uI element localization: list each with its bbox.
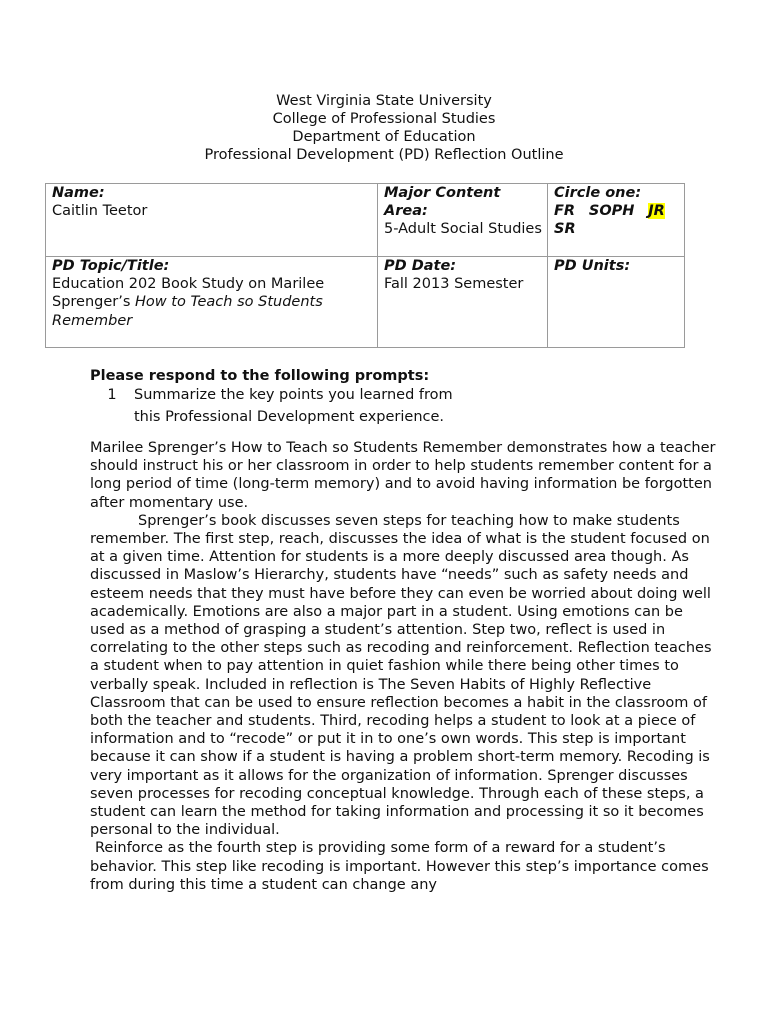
department-name: Department of Education — [292, 129, 476, 145]
circle-one-label: Circle one: — [554, 185, 642, 201]
prompt-item — [90, 385, 710, 428]
content-area-cell — [378, 184, 548, 257]
essay-body — [90, 439, 720, 894]
date-cell — [378, 257, 548, 348]
university-name: West Virginia State University — [276, 93, 492, 109]
essay-paragraph: Sprenger’s book discusses seven steps for teaching how to make students remember. The first step, reach, discusses the idea of what is the student focused on at a given time. Attention for students is a more deeply discussed area though. As discussed in Maslow’s Hierarchy, students have “needs” such as safety needs and esteem needs that they must have before they can even be worried about doing well academically. Emotions are also a major part in a student. Using emotions can be used as a method of grasping a student’s attention. Step two, reflect is used in correlating to the other steps such as recoding and reinforcement. Reflection teaches a student when to pay attention in quiet fashion while there being other times to verbally speak. Included in reflection is The Seven Habits of Highly Reflective Classroom that can be used to ensure reflection becomes a habit in the classroom of both the teacher and students. Third, recoding helps a student to look at a piece of information and to “recode” or put it in to one’s own words. This step is important because it can show if a student is having a problem short-term memory. Recoding is very important as it allows for the organization of information. Sprenger discusses seven processes for recoding conceptual knowledge. Through each of these steps, a student can learn the method for taking information and processing it so it becomes personal to the individual. — [90, 512, 712, 839]
topic-value-text: Education 202 Book Study on Marilee Sprenger’s — [52, 276, 325, 311]
class-year-option-sr: SR — [554, 221, 576, 238]
prompt-number: 1 — [107, 387, 117, 404]
content-area-label: Major Content Area: — [384, 185, 501, 220]
topic-cell — [46, 257, 378, 348]
topic-book-title: How to Teach so Students Remember — [52, 294, 323, 329]
prompts-heading: Please respond to the following prompts: — [90, 368, 430, 384]
essay-paragraph: Marilee Sprenger’s How to Teach so Students Remember demonstrates how a teacher should instruct his or her classroom in order to help students remember content for a long period of time (long-term memory) and to avoid having information be forgotten after momentary use. — [90, 440, 716, 511]
class-year-option-jr-highlighted: JR — [648, 203, 665, 220]
topic-value — [52, 275, 372, 330]
class-year-option-fr: FR — [554, 203, 576, 220]
document-header — [0, 92, 768, 164]
units-label: PD Units: — [554, 258, 631, 274]
college-name: College of Professional Studies — [272, 111, 496, 127]
prompt-text: Summarize the key points you learned from this Professional Development experience. — [134, 387, 453, 425]
pd-info-table — [45, 183, 685, 348]
class-year-cell — [548, 184, 685, 257]
outline-title: Professional Development (PD) Reflection Outline — [204, 147, 564, 163]
name-label: Name: — [52, 185, 105, 201]
date-label: PD Date: — [384, 258, 457, 274]
topic-label: PD Topic/Title: — [52, 258, 170, 274]
name-value: Caitlin Teetor — [52, 203, 148, 220]
content-area-value: 5-Adult Social Studies — [384, 221, 542, 238]
info-row — [46, 184, 685, 257]
date-value: Fall 2013 Semester — [384, 276, 524, 293]
name-cell — [46, 184, 378, 257]
units-cell — [548, 257, 685, 348]
prompts-section — [90, 367, 710, 428]
class-year-options — [554, 202, 679, 238]
info-row — [46, 257, 685, 348]
class-year-option-soph: SOPH — [588, 203, 635, 220]
essay-paragraph: Reinforce as the fourth step is providing some form of a reward for a student’s behavior. This step like recoding is important. However this step’s importance comes from during this time a student can change any — [90, 840, 709, 893]
